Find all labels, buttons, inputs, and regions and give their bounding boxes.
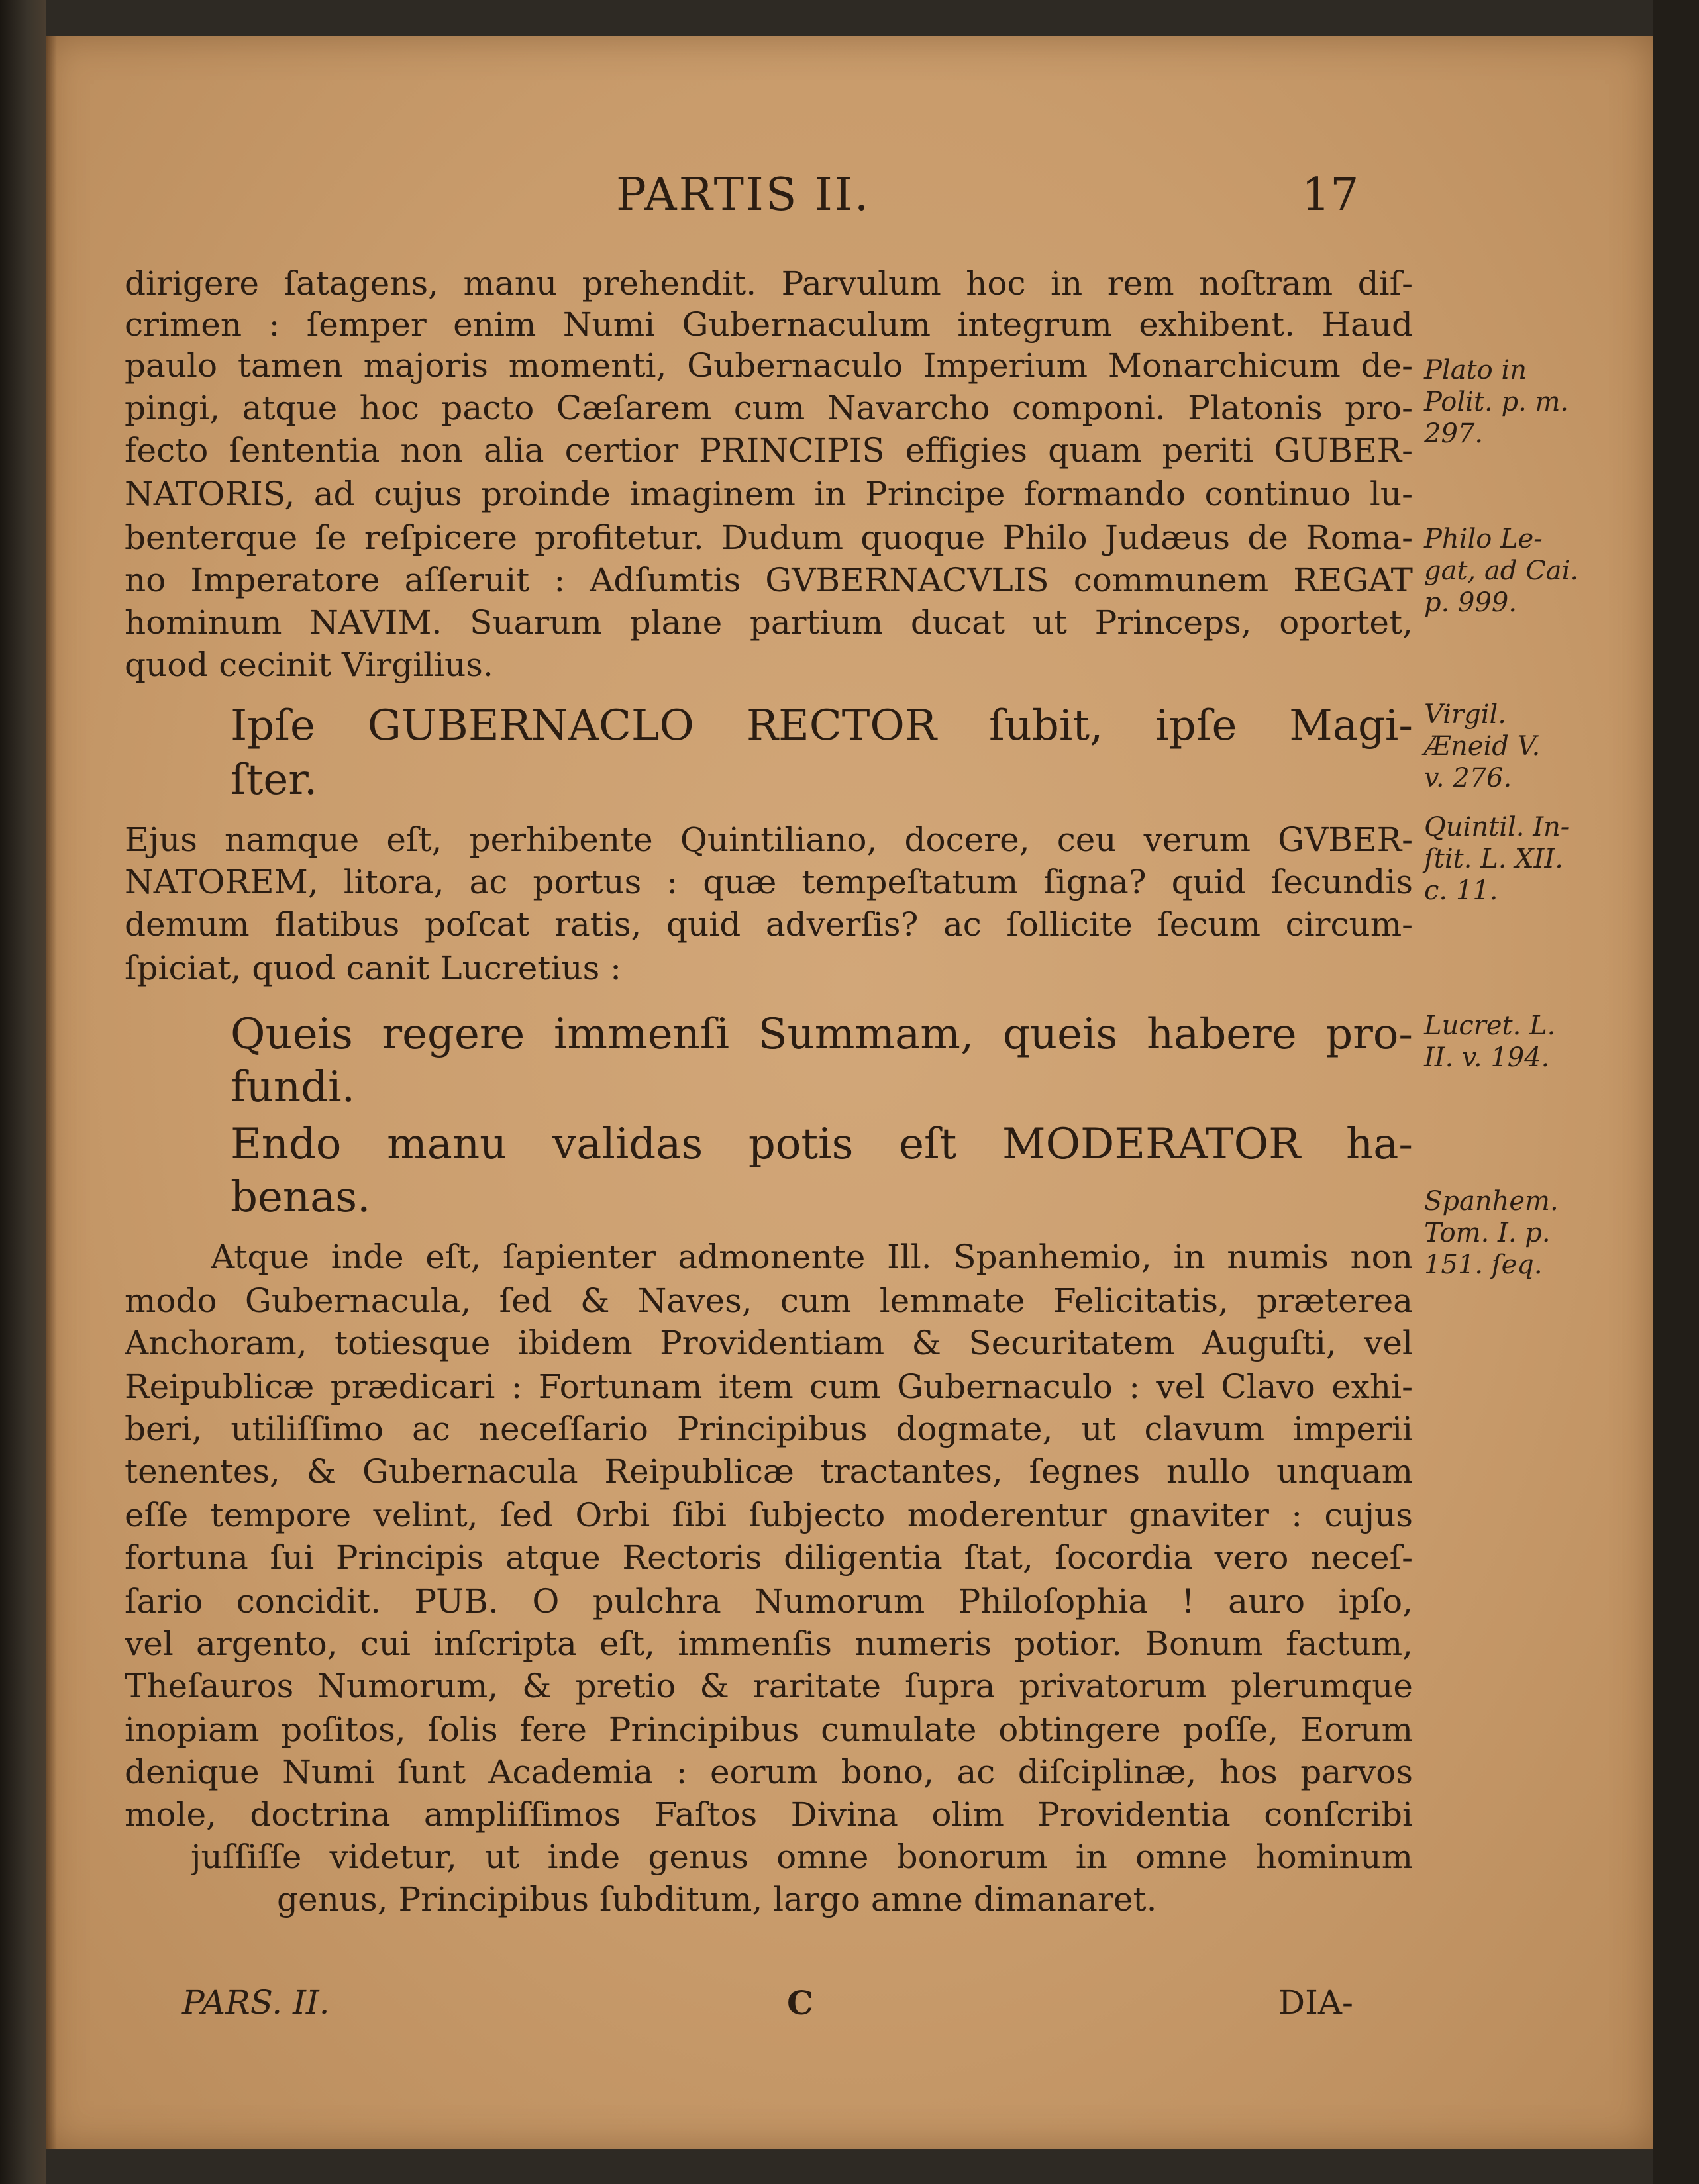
margin-note	[1424, 1010, 1636, 1073]
verse-line: fundi.	[231, 1063, 355, 1112]
body-line: Anchoram, totiesque ibidem Providentiam & Securitatem Auguſti, vel	[125, 1324, 1413, 1362]
margin-note-line: gat, ad Cai.	[1424, 556, 1579, 586]
page-number: 17	[1302, 169, 1359, 221]
margin-note-line: Lucret. L.	[1424, 1011, 1556, 1041]
body-line: tenentes, & Gubernacula Reipublicæ tractantes, ſegnes nullo unquam	[125, 1452, 1413, 1491]
margin-note-line: Quintil. In-	[1424, 812, 1570, 842]
margin-note	[1424, 699, 1636, 794]
body-line: mole, doctrina ampliſſimos Faſtos Divina olim Providentia conſcribi	[125, 1795, 1413, 1834]
book-page	[46, 36, 1653, 2149]
body-text-column	[125, 262, 1413, 1983]
margin-note-line: Virgil.	[1424, 699, 1507, 730]
body-line: modo Gubernacula, ſed & Naves, cum lemmate Felicitatis, præterea	[125, 1281, 1413, 1320]
margin-note-line: Tom. I. p.	[1424, 1218, 1551, 1248]
body-line: Reipublicæ prædicari : Fortunam item cum Gubernaculo : vel Clavo exhi-	[125, 1367, 1413, 1406]
margin-note-line: Philo Le-	[1424, 524, 1543, 554]
verse-line: Ipſe GUBERNACLO RECTOR ſubit, ipſe Magi-	[231, 701, 1413, 750]
margin-note-line: II. v. 194.	[1424, 1042, 1550, 1073]
verse-line: Endo manu validas potis eſt MODERATOR ha-	[231, 1120, 1413, 1169]
margin-note-line: Polit. p. m.	[1424, 387, 1569, 417]
body-line: ſario concidit. PUB. O pulchra Numorum Philoſophia ! auro ipſo,	[125, 1582, 1413, 1620]
body-line: fortuna ſui Principis atque Rectoris diligentia ſtat, ſocordia vero neceſ-	[125, 1538, 1413, 1577]
body-line: benterque ſe reſpicere profitetur. Dudum quoque Philo Judæus de Roma-	[125, 519, 1413, 557]
margin-note-line: 151. ſeq.	[1424, 1250, 1543, 1280]
body-line: quod cecinit Virgilius.	[125, 646, 493, 684]
footer-signature-mark: C	[787, 1983, 813, 2022]
verse-line: Queis regere immenſi Summam, queis habere pro-	[231, 1010, 1413, 1059]
margin-note-line: c. 11.	[1424, 875, 1498, 906]
body-line: eſſe tempore velint, ſed Orbi ſibi ſubjecto moderentur gnaviter : cujus	[125, 1496, 1413, 1534]
running-title: PARTIS II.	[616, 169, 871, 221]
body-line: NATORIS, ad cujus proinde imaginem in Principe formando continuo lu-	[125, 475, 1413, 513]
body-line: no Imperatore aſſeruit : Adſumtis GVBERNACVLIS communem REGAT	[125, 561, 1413, 599]
body-line: pingi, atque hoc pacto Cæſarem cum Navarcho componi. Platonis pro-	[125, 389, 1413, 427]
body-line: denique Numi ſunt Academia : eorum bono, ac diſciplinæ, hos parvos	[125, 1753, 1413, 1791]
body-line: paulo tamen majoris momenti, Gubernaculo Imperium Monarchicum de-	[125, 346, 1413, 385]
body-line: genus, Principibus ſubditum, largo amne dimanaret.	[277, 1880, 1157, 1918]
margin-note-line: 297.	[1424, 419, 1484, 449]
verse-line: ſter.	[231, 756, 318, 805]
margin-note-line: Spanhem.	[1424, 1186, 1559, 1216]
margin-note	[1424, 523, 1636, 619]
margin-note-line: Æneid V.	[1424, 731, 1541, 762]
book-spine	[0, 0, 46, 2184]
body-line: ſpiciat, quod canit Lucretius :	[125, 949, 621, 987]
margin-note	[1424, 354, 1636, 450]
margin-note	[1424, 1185, 1636, 1281]
running-head	[46, 142, 1653, 221]
body-line: inopiam poſitos, ſolis fere Principibus cumulate obtingere poſſe, Eorum	[125, 1711, 1413, 1749]
body-line: Theſauros Numorum, & pretio & raritate ſupra privatorum plerumque	[125, 1667, 1413, 1705]
body-line: juſſiſſe videtur, ut inde genus omne bonorum in omne hominum	[191, 1838, 1413, 1876]
body-line: vel argento, cui inſcripta eſt, immenſis numeris potior. Bonum factum,	[125, 1624, 1413, 1663]
body-line: demum flatibus poſcat ratis, quid adverſis? ac ſollicite ſecum circum-	[125, 905, 1413, 944]
body-line: hominum NAVIM. Suarum plane partium ducat ut Princeps, oportet,	[125, 603, 1413, 642]
margin-note-line: p. 999.	[1424, 587, 1518, 618]
body-line: NATOREM, litora, ac portus : quæ tempeſtatum ſigna? quid ſecundis	[125, 863, 1413, 901]
body-line: fecto ſententia non alia certior PRINCIPIS effigies quam periti GUBER-	[125, 431, 1413, 470]
body-line: dirigere ſatagens, manu prehendit. Parvulum hoc in rem noſtram diſ-	[125, 264, 1413, 303]
page-gutter-shadow	[46, 36, 57, 2149]
body-line: Ejus namque eſt, perhibente Quintiliano, docere, ceu verum GVBER-	[125, 820, 1413, 859]
body-line: Atque inde eſt, ſapienter admonente Ill. Spanhemio, in numis non	[211, 1238, 1413, 1276]
scan-right-edge	[1653, 0, 1699, 2184]
margin-note-line: v. 276.	[1424, 763, 1512, 793]
margin-note-line: Plato in	[1424, 355, 1527, 385]
footer-catchword: DIA-	[1278, 1983, 1353, 2022]
margin-note-line: ſtit. L. XII.	[1424, 844, 1563, 874]
margin-note	[1424, 811, 1636, 907]
footer-pars-label: PARS. II.	[182, 1983, 330, 2022]
body-line: crimen : ſemper enim Numi Gubernaculum integrum exhibent. Haud	[125, 305, 1413, 344]
verse-line: benas.	[231, 1173, 371, 1222]
body-line: beri, utiliſſimo ac neceſſario Principibus dogmate, ut clavum imperii	[125, 1410, 1413, 1448]
